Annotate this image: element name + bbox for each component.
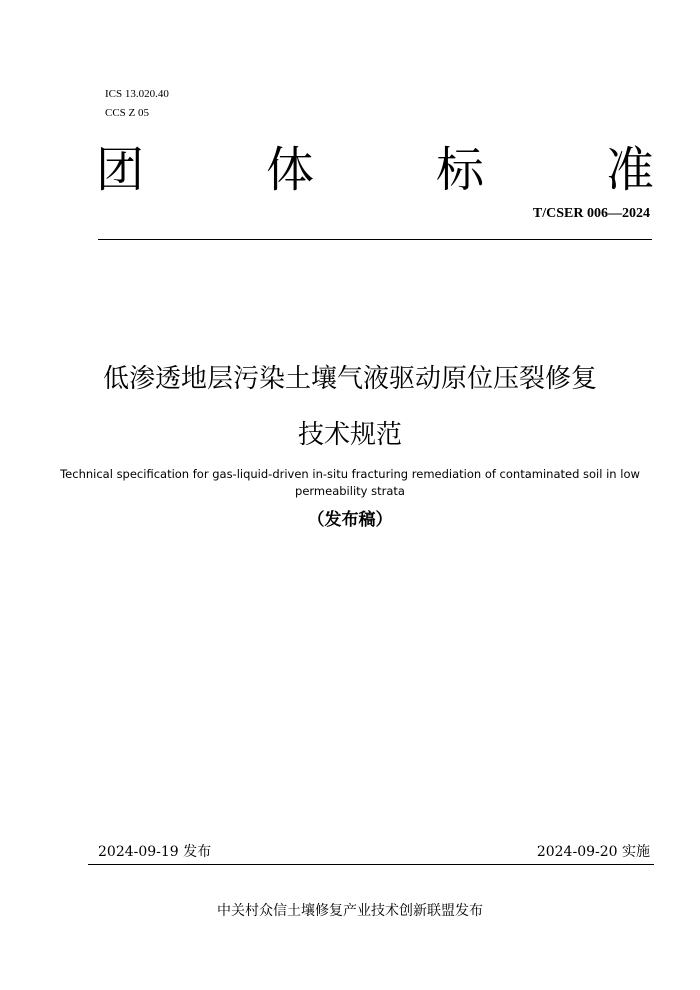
ccs-code: CCS Z 05 — [105, 107, 150, 119]
bottom-divider — [88, 864, 654, 865]
ics-code: ICS 13.020.40 — [105, 88, 169, 100]
top-divider — [98, 239, 652, 240]
category-char-3: 标 — [435, 142, 484, 198]
category-char-4: 准 — [605, 142, 654, 198]
implementation-date: 2024-09-20 实施 — [536, 844, 650, 860]
issue-date: 2024-09-19 发布 — [98, 844, 212, 860]
standard-number: T/CSER 006—2024 — [532, 206, 650, 221]
title-cn-line1: 低渗透地层污染土壤气液驱动原位压裂修复 — [102, 364, 597, 394]
draft-label: （发布稿） — [307, 510, 393, 530]
category-char-1: 团 — [96, 142, 145, 198]
title-cn-line2: 技术规范 — [297, 420, 402, 450]
standard-category-title — [96, 140, 654, 200]
publisher: 中关村众信土壤修复产业技术创新联盟发布 — [217, 903, 483, 919]
category-char-2: 体 — [265, 142, 314, 198]
title-en: Technical specification for gas-liquid-driven in-situ fracturing remediation of contaminated soil in low permeability strata — [60, 467, 640, 498]
